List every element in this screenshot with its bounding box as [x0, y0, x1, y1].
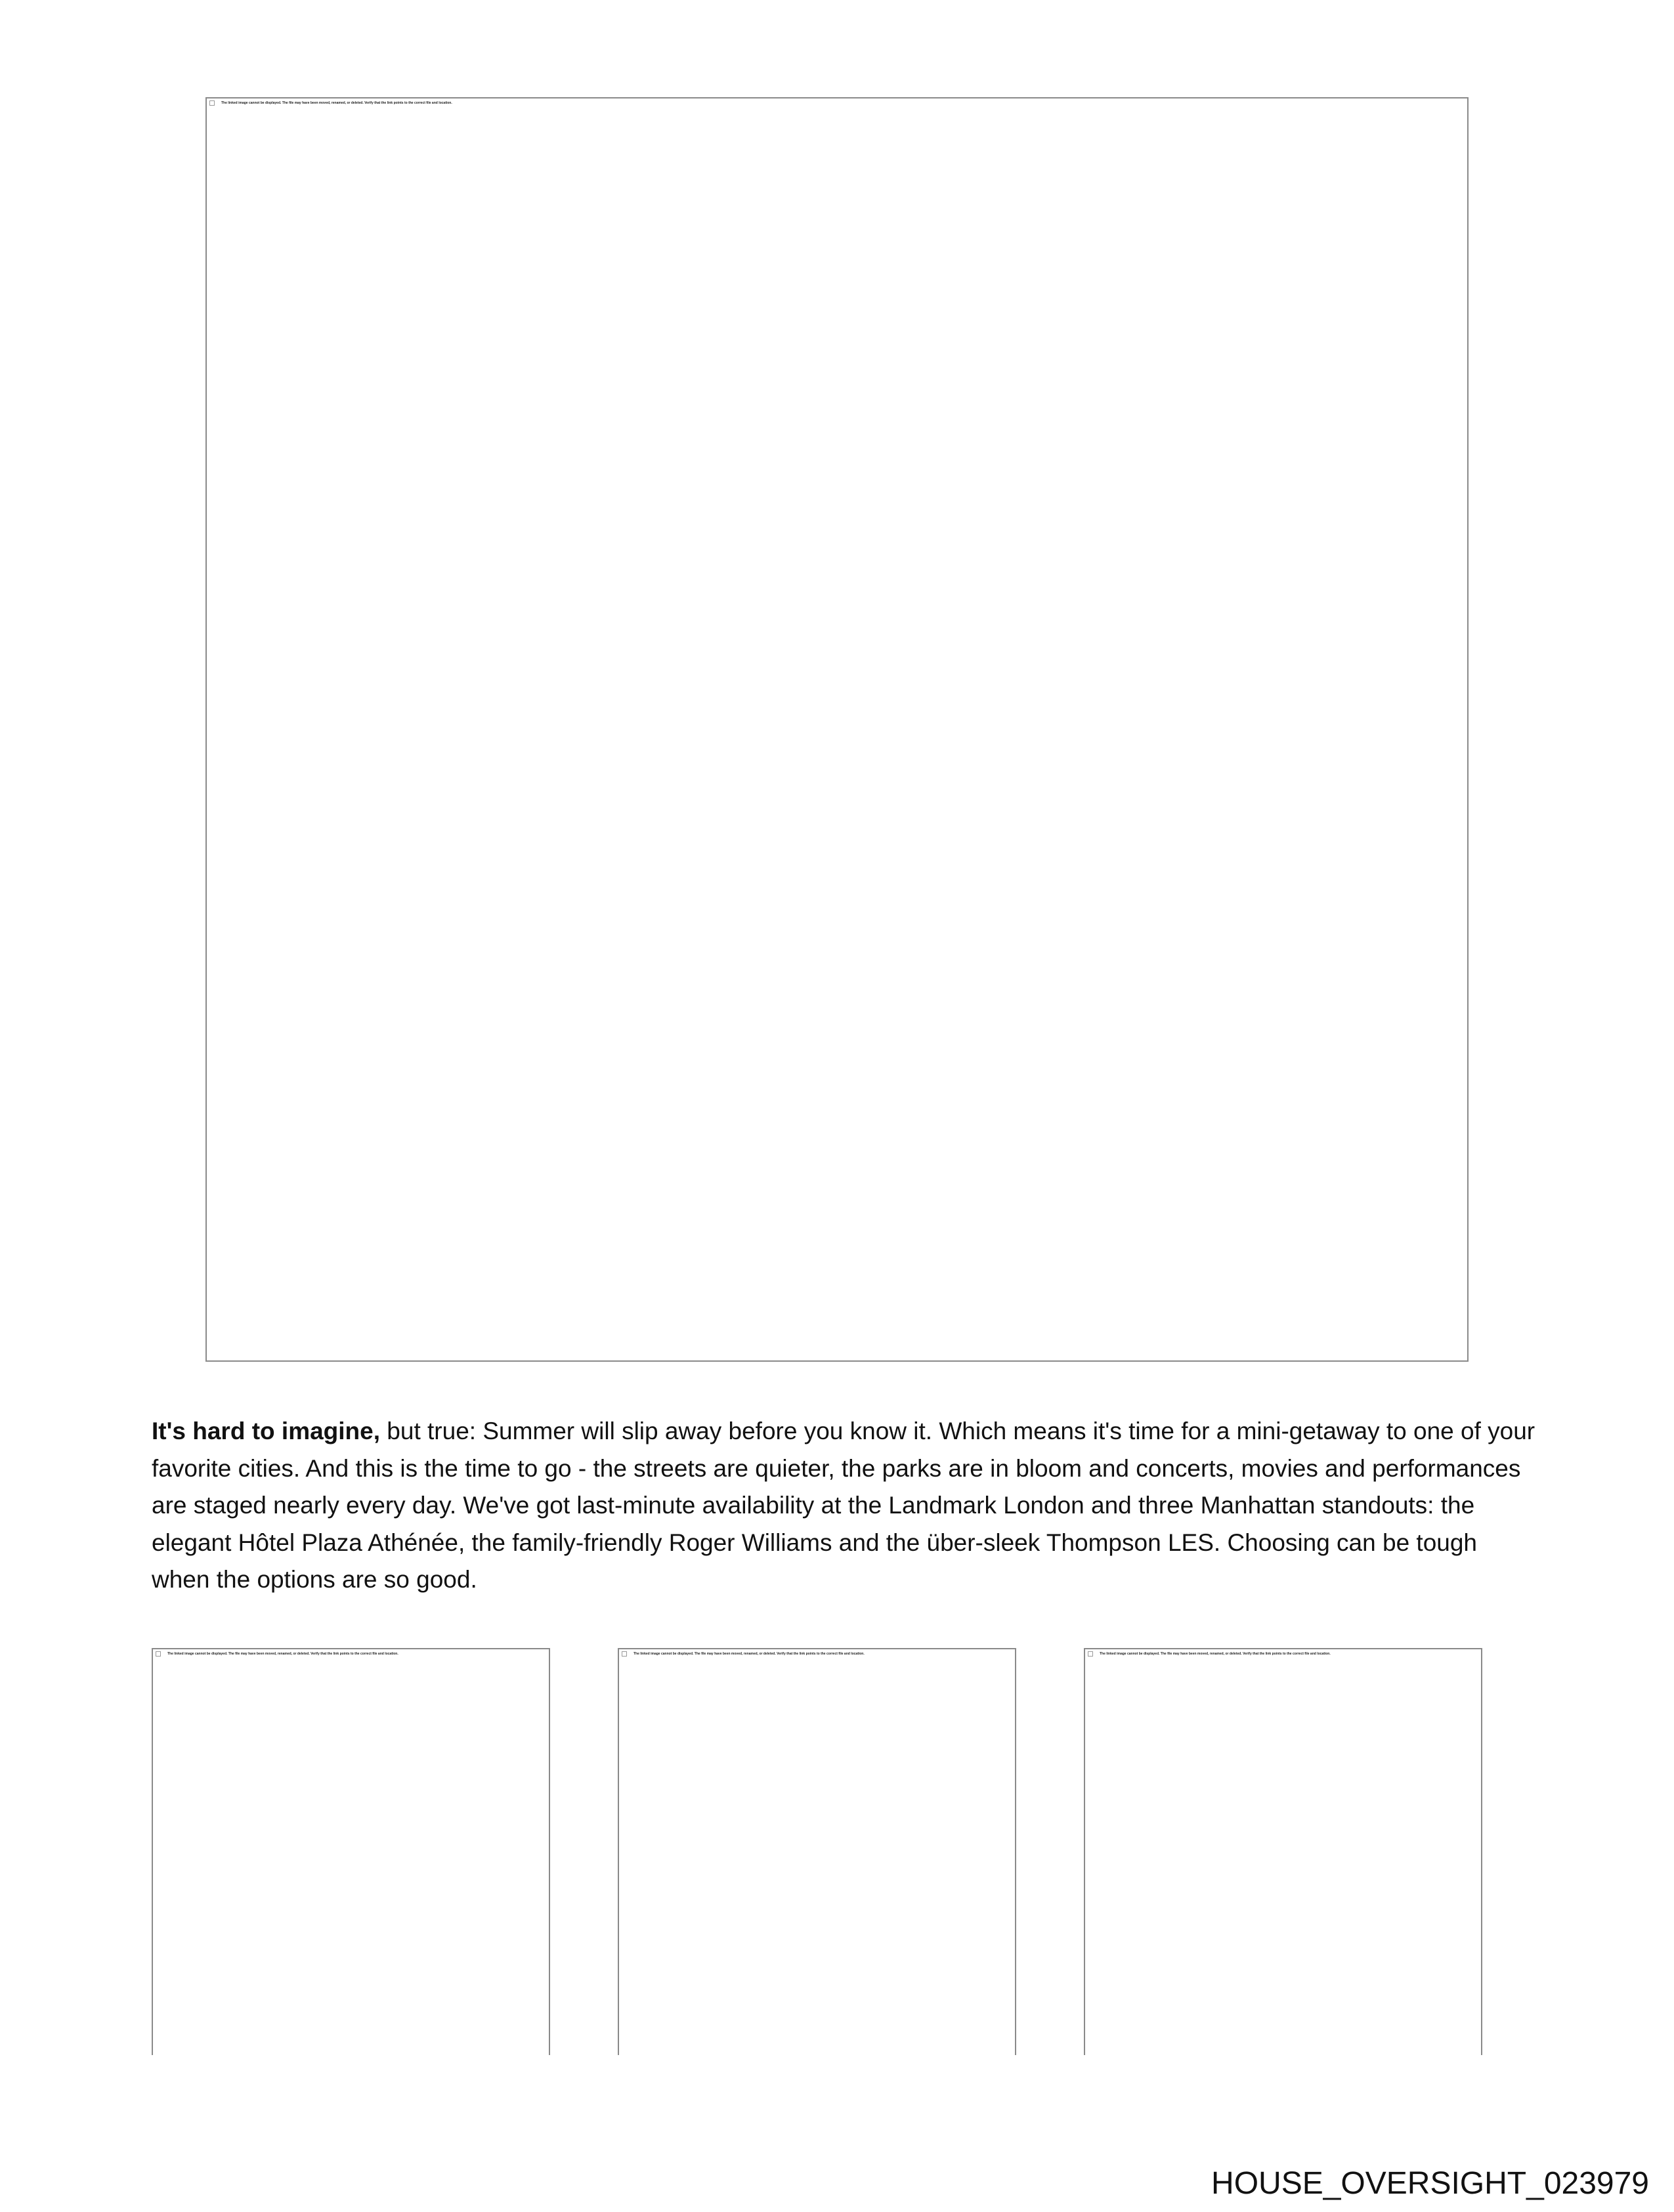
thumbnail-placeholder-2	[618, 1648, 1016, 2055]
hero-image-placeholder	[205, 97, 1469, 1362]
broken-image-notice	[209, 100, 452, 106]
article-body: but true: Summer will slip away before you know it. Which means it's time for a mini-getaway to one of your favorite cities. And this is the time to go - the streets are quieter, the parks are in bloom and concerts, movies and performances are staged nearly every day. We've got last-minute availability at the Landmark London and three Manhattan standouts: the elegant Hôtel Plaza Athénée, the family-friendly Roger Williams and the über-sleek Thompson LES. Choosing can be tough when the options are so good.	[152, 1418, 1535, 1593]
broken-image-icon	[622, 1651, 627, 1657]
broken-image-text: The linked image cannot be displayed. The file may have been moved, renamed, or deleted. Verify that the link points to the correct file and location.	[167, 1652, 398, 1656]
broken-image-notice	[622, 1651, 865, 1657]
thumbnail-placeholder-1	[152, 1648, 550, 2055]
broken-image-notice	[156, 1651, 398, 1657]
article-lead: It's hard to imagine,	[152, 1418, 381, 1444]
broken-image-icon	[1088, 1651, 1093, 1657]
broken-image-text: The linked image cannot be displayed. The file may have been moved, renamed, or deleted. Verify that the link points to the correct file and location.	[221, 101, 452, 105]
bates-number: HOUSE_OVERSIGHT_023979	[1211, 2166, 1649, 2201]
thumbnail-placeholder-3	[1084, 1648, 1482, 2055]
article-paragraph	[152, 1413, 1537, 1599]
broken-image-text: The linked image cannot be displayed. The file may have been moved, renamed, or deleted. Verify that the link points to the correct file and location.	[1100, 1652, 1331, 1656]
broken-image-notice	[1088, 1651, 1331, 1657]
broken-image-text: The linked image cannot be displayed. The file may have been moved, renamed, or deleted. Verify that the link points to the correct file and location.	[633, 1652, 865, 1656]
broken-image-icon	[156, 1651, 161, 1657]
broken-image-icon	[209, 100, 215, 106]
